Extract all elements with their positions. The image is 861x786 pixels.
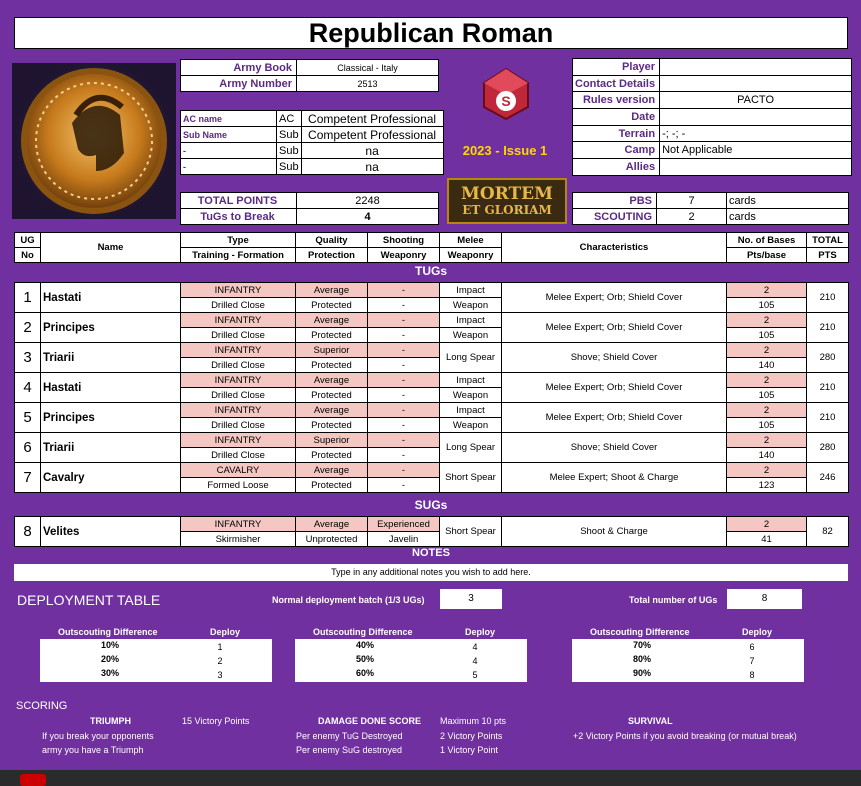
tugs-section-label: TUGs — [414, 264, 447, 278]
unit-type[interactable]: INFANTRY — [181, 373, 296, 388]
unit-melee[interactable]: Impact — [440, 403, 502, 418]
unit-pts-per-base: 123 — [727, 478, 807, 493]
hdr-ug: UG — [15, 233, 41, 248]
damage-tug: Per enemy TuG Destroyed — [296, 731, 403, 741]
scouting-value[interactable]: 2 — [657, 209, 727, 225]
unit-total: 210 — [807, 373, 849, 403]
ac-row — [181, 111, 444, 127]
deploy-diff: 30% — [100, 668, 119, 678]
hdr-no: No — [15, 248, 41, 263]
ac-row-value[interactable]: Competent Professional — [301, 111, 443, 127]
unit-name[interactable]: Velites — [41, 517, 181, 547]
scoring-title: SCORING — [16, 700, 68, 712]
total-ugs-value: 8 — [727, 589, 802, 609]
hdr-name: Name — [41, 233, 181, 263]
unit-type[interactable]: INFANTRY — [181, 283, 296, 298]
hdr-pts: PTS — [807, 248, 849, 263]
deploy-value: 4 — [472, 656, 478, 666]
unit-bases[interactable]: 2 — [727, 343, 807, 358]
info-row — [573, 109, 852, 126]
unit-row[interactable] — [15, 343, 849, 358]
ac-row-type: Sub — [277, 143, 302, 159]
unit-shooting[interactable]: - — [368, 463, 440, 478]
ac-row — [181, 143, 444, 159]
unit-pts-per-base: 105 — [727, 298, 807, 313]
unit-total: 210 — [807, 283, 849, 313]
unit-weaponry[interactable]: - — [368, 328, 440, 343]
army-book-value[interactable]: Classical - Italy — [297, 60, 439, 76]
unit-bases[interactable]: 2 — [727, 517, 807, 532]
unit-melee[interactable]: Long Spear — [440, 433, 502, 463]
army-book-label: Army Book — [181, 60, 297, 76]
unit-quality[interactable]: Superior — [296, 343, 368, 358]
info-row — [573, 75, 852, 92]
deploy-diff: 10% — [100, 640, 119, 650]
deploy-value: 7 — [749, 656, 755, 666]
unit-shooting[interactable]: Experienced — [368, 517, 440, 532]
unit-total: 280 — [807, 433, 849, 463]
hdr-melee: Melee — [440, 233, 502, 248]
army-number-value[interactable]: 2513 — [297, 76, 439, 92]
unit-bases[interactable]: 2 — [727, 373, 807, 388]
unit-pts-per-base: 41 — [727, 532, 807, 547]
triumph-label: TRIUMPH — [90, 716, 131, 726]
deploy-col-deploy: Deploy — [465, 627, 496, 637]
unit-characteristics: Melee Expert; Orb; Shield Cover — [502, 373, 727, 403]
unit-shooting[interactable]: - — [368, 343, 440, 358]
damage-sug: Per enemy SuG destroyed — [296, 745, 403, 755]
ac-row-value[interactable]: Competent Professional — [301, 127, 443, 143]
deploy-diff: 20% — [100, 654, 119, 664]
unit-melee-2: Weapon — [440, 328, 502, 343]
unit-training[interactable]: Drilled Close — [181, 358, 296, 373]
unit-shooting[interactable]: - — [368, 313, 440, 328]
ac-row-type: AC — [277, 111, 302, 127]
deploy-diff: 50% — [355, 654, 374, 664]
damage-max: Maximum 10 pts — [440, 716, 507, 726]
hdr-characteristics: Characteristics — [502, 233, 727, 263]
unit-bases[interactable]: 2 — [727, 283, 807, 298]
page-title: Republican Roman — [14, 17, 848, 49]
unit-row[interactable] — [15, 283, 849, 298]
total-points-label: TOTAL POINTS — [181, 193, 297, 209]
unit-row[interactable] — [15, 463, 849, 478]
info-row — [573, 92, 852, 109]
unit-weaponry[interactable]: - — [368, 448, 440, 463]
unit-melee-2: Weapon — [440, 388, 502, 403]
batch-label: Normal deployment batch (1/3 UGs) — [272, 595, 425, 605]
unit-melee[interactable]: Impact — [440, 373, 502, 388]
batch-value: 3 — [440, 589, 502, 609]
unit-quality[interactable]: Average — [296, 313, 368, 328]
info-value[interactable]: Not Applicable — [660, 142, 852, 159]
unit-training[interactable]: Drilled Close — [181, 388, 296, 403]
unit-number: 3 — [15, 343, 41, 373]
unit-weaponry[interactable]: Javelin — [368, 532, 440, 547]
unit-type[interactable]: INFANTRY — [181, 403, 296, 418]
deploy-col-diff: Outscouting Difference — [313, 627, 413, 637]
dice-logo-icon — [480, 67, 532, 121]
unit-characteristics: Shove; Shield Cover — [502, 433, 727, 463]
info-label: Allies — [573, 159, 660, 176]
unit-total: 280 — [807, 343, 849, 373]
unit-bases[interactable]: 2 — [727, 433, 807, 448]
unit-characteristics: Melee Expert; Orb; Shield Cover — [502, 313, 727, 343]
info-row — [573, 59, 852, 76]
youtube-icon[interactable] — [20, 774, 46, 786]
info-value[interactable] — [660, 59, 852, 76]
hdr-bases: No. of Bases — [727, 233, 807, 248]
ac-row-type: Sub — [277, 127, 302, 143]
unit-total: 210 — [807, 313, 849, 343]
ac-row — [181, 159, 444, 175]
unit-number: 4 — [15, 373, 41, 403]
unit-pts-per-base: 105 — [727, 388, 807, 403]
unit-row[interactable] — [15, 403, 849, 418]
tugs-break-value: 4 — [297, 209, 439, 225]
unit-shooting[interactable]: - — [368, 373, 440, 388]
unit-quality[interactable]: Average — [296, 283, 368, 298]
unit-protection[interactable]: Protected — [296, 388, 368, 403]
unit-row[interactable] — [15, 313, 849, 328]
survival-label: SURVIVAL — [628, 716, 673, 726]
deploy-col-deploy: Deploy — [210, 627, 241, 637]
unit-quality[interactable]: Average — [296, 403, 368, 418]
unit-protection[interactable]: Protected — [296, 358, 368, 373]
unit-training[interactable]: Drilled Close — [181, 298, 296, 313]
unit-bases[interactable]: 2 — [727, 313, 807, 328]
info-row — [573, 142, 852, 159]
hdr-weaponry: Weaponry — [368, 248, 440, 263]
notes-label: NOTES — [412, 547, 450, 559]
unit-name[interactable]: Triarii — [41, 343, 181, 373]
deploy-value: 2 — [217, 656, 223, 666]
issue-label: 2023 - Issue 1 — [462, 143, 548, 158]
hdr-quality: Quality — [296, 233, 368, 248]
info-label: Player — [573, 59, 660, 76]
deploy-diff: 90% — [632, 668, 651, 678]
triumph-text-1: If you break your opponents — [42, 731, 154, 741]
shield-icon — [12, 63, 176, 219]
unit-bases[interactable]: 2 — [727, 463, 807, 478]
unit-protection[interactable]: Protected — [296, 448, 368, 463]
deploy-table — [40, 639, 272, 682]
unit-training[interactable]: Skirmisher — [181, 532, 296, 547]
unit-type[interactable]: INFANTRY — [181, 313, 296, 328]
deploy-value: 8 — [749, 670, 755, 680]
unit-shooting[interactable]: - — [368, 403, 440, 418]
unit-number: 2 — [15, 313, 41, 343]
hdr-total: TOTAL — [807, 233, 849, 248]
survival-text: +2 Victory Points if you avoid breaking (or mutual break) — [573, 731, 797, 741]
unit-shooting[interactable]: - — [368, 433, 440, 448]
unit-protection[interactable]: Protected — [296, 328, 368, 343]
info-value[interactable]: -; -; - — [660, 125, 852, 142]
unit-protection[interactable]: Protected — [296, 298, 368, 313]
ac-row-label: - — [181, 159, 277, 175]
unit-melee-2: Weapon — [440, 298, 502, 313]
unit-characteristics: Melee Expert; Orb; Shield Cover — [502, 403, 727, 433]
info-label: Date — [573, 109, 660, 126]
logo-line-2: ET GLORIAM — [462, 203, 552, 217]
tugs-break-label: TuGs to Break — [181, 209, 297, 225]
ac-row-type: Sub — [277, 159, 302, 175]
unit-name[interactable]: Hastati — [41, 373, 181, 403]
unit-pts-per-base: 140 — [727, 358, 807, 373]
unit-row[interactable] — [15, 373, 849, 388]
unit-name[interactable]: Cavalry — [41, 463, 181, 493]
logo-line-1: MORTEM — [461, 184, 553, 204]
ac-row-value[interactable]: na — [301, 143, 443, 159]
hdr-type: Type — [181, 233, 296, 248]
hdr-shooting: Shooting — [368, 233, 440, 248]
unit-name[interactable]: Triarii — [41, 433, 181, 463]
unit-characteristics: Shove; Shield Cover — [502, 343, 727, 373]
ac-row-label: AC name — [181, 111, 277, 127]
info-value[interactable] — [660, 75, 852, 92]
unit-protection[interactable]: Unprotected — [296, 532, 368, 547]
unit-quality[interactable]: Average — [296, 463, 368, 478]
unit-row[interactable] — [15, 517, 849, 532]
notes-field[interactable]: Type in any additional notes you wish to add here. — [14, 564, 848, 581]
unit-number: 1 — [15, 283, 41, 313]
unit-total: 246 — [807, 463, 849, 493]
deployment-title: DEPLOYMENT TABLE — [17, 592, 161, 608]
unit-pts-per-base: 140 — [727, 448, 807, 463]
deploy-table — [295, 639, 527, 682]
triumph-value: 15 Victory Points — [182, 716, 250, 726]
unit-weaponry[interactable]: - — [368, 358, 440, 373]
unit-protection[interactable]: Protected — [296, 478, 368, 493]
info-row — [573, 159, 852, 176]
unit-melee[interactable]: Long Spear — [440, 343, 502, 373]
unit-characteristics: Melee Expert; Orb; Shield Cover — [502, 283, 727, 313]
ac-row-label: - — [181, 143, 277, 159]
unit-quality[interactable]: Superior — [296, 433, 368, 448]
hdr-ptsbase: Pts/base — [727, 248, 807, 263]
unit-number: 6 — [15, 433, 41, 463]
total-points-value: 2248 — [297, 193, 439, 209]
unit-pts-per-base: 105 — [727, 328, 807, 343]
unit-name[interactable]: Principes — [41, 313, 181, 343]
unit-row[interactable] — [15, 433, 849, 448]
pbs-label: PBS — [573, 193, 657, 209]
unit-characteristics: Shoot & Charge — [502, 517, 727, 547]
info-value[interactable] — [660, 159, 852, 176]
unit-melee[interactable]: Short Spear — [440, 517, 502, 547]
hdr-protection: Protection — [296, 248, 368, 263]
army-emblem — [12, 63, 176, 219]
unit-melee-2: Weapon — [440, 418, 502, 433]
unit-training[interactable]: Drilled Close — [181, 448, 296, 463]
deploy-diff: 80% — [632, 654, 651, 664]
unit-characteristics: Melee Expert; Shoot & Charge — [502, 463, 727, 493]
damage-sug-value: 1 Victory Point — [440, 745, 498, 755]
mortem-logo — [447, 178, 567, 224]
total-ugs-label: Total number of UGs — [629, 595, 718, 605]
pbs-unit: cards — [727, 193, 849, 209]
unit-total: 210 — [807, 403, 849, 433]
ac-row-value[interactable]: na — [301, 159, 443, 175]
unit-protection[interactable]: Protected — [296, 418, 368, 433]
info-label: Rules version — [573, 92, 660, 109]
unit-name[interactable]: Principes — [41, 403, 181, 433]
svg-text:S: S — [501, 93, 511, 109]
info-label: Camp — [573, 142, 660, 159]
info-label: Terrain — [573, 125, 660, 142]
deploy-col-deploy: Deploy — [742, 627, 773, 637]
unit-weaponry[interactable]: - — [368, 478, 440, 493]
unit-bases[interactable]: 2 — [727, 403, 807, 418]
hdr-training: Training - Formation — [181, 248, 296, 263]
unit-weaponry[interactable]: - — [368, 298, 440, 313]
unit-number: 7 — [15, 463, 41, 493]
sugs-section-label: SUGs — [414, 498, 448, 512]
deploy-diff: 40% — [355, 640, 374, 650]
pbs-value[interactable]: 7 — [657, 193, 727, 209]
deploy-value: 3 — [217, 670, 223, 680]
unit-name[interactable]: Hastati — [41, 283, 181, 313]
unit-type[interactable]: CAVALRY — [181, 463, 296, 478]
unit-melee[interactable]: Impact — [440, 313, 502, 328]
hdr-melee-weaponry: Weaponry — [440, 248, 502, 263]
sugs-table — [14, 516, 849, 547]
info-value[interactable]: PACTO — [660, 92, 852, 109]
unit-quality[interactable]: Average — [296, 517, 368, 532]
army-number-label: Army Number — [181, 76, 297, 92]
unit-training[interactable]: Formed Loose — [181, 478, 296, 493]
unit-shooting[interactable]: - — [368, 283, 440, 298]
unit-number: 8 — [15, 517, 41, 547]
unit-weaponry[interactable]: - — [368, 388, 440, 403]
ac-row-label: Sub Name — [181, 127, 277, 143]
deploy-value: 6 — [749, 642, 755, 652]
unit-training[interactable]: Drilled Close — [181, 418, 296, 433]
unit-pts-per-base: 105 — [727, 418, 807, 433]
unit-type[interactable]: INFANTRY — [181, 343, 296, 358]
scouting-label: SCOUTING — [573, 209, 657, 225]
unit-training[interactable]: Drilled Close — [181, 328, 296, 343]
tugs-table — [14, 282, 849, 493]
unit-melee[interactable]: Impact — [440, 283, 502, 298]
unit-melee[interactable]: Short Spear — [440, 463, 502, 493]
deploy-col-diff: Outscouting Difference — [58, 627, 158, 637]
deploy-table — [572, 639, 804, 682]
deploy-value: 5 — [472, 670, 478, 680]
damage-tug-value: 2 Victory Points — [440, 731, 503, 741]
unit-weaponry[interactable]: - — [368, 418, 440, 433]
unit-type[interactable]: INFANTRY — [181, 517, 296, 532]
deploy-col-diff: Outscouting Difference — [590, 627, 690, 637]
unit-total: 82 — [807, 517, 849, 547]
deploy-value: 1 — [217, 642, 223, 652]
triumph-text-2: army you have a Triumph — [42, 745, 144, 755]
deploy-diff: 60% — [355, 668, 374, 678]
damage-label: DAMAGE DONE SCORE — [318, 716, 422, 726]
column-headers — [14, 232, 849, 263]
info-value[interactable] — [660, 109, 852, 126]
deploy-value: 4 — [472, 642, 478, 652]
scouting-unit: cards — [727, 209, 849, 225]
deploy-diff: 70% — [632, 640, 651, 650]
unit-type[interactable]: INFANTRY — [181, 433, 296, 448]
ac-row — [181, 127, 444, 143]
unit-quality[interactable]: Average — [296, 373, 368, 388]
info-label: Contact Details — [573, 75, 660, 92]
info-row — [573, 125, 852, 142]
unit-number: 5 — [15, 403, 41, 433]
